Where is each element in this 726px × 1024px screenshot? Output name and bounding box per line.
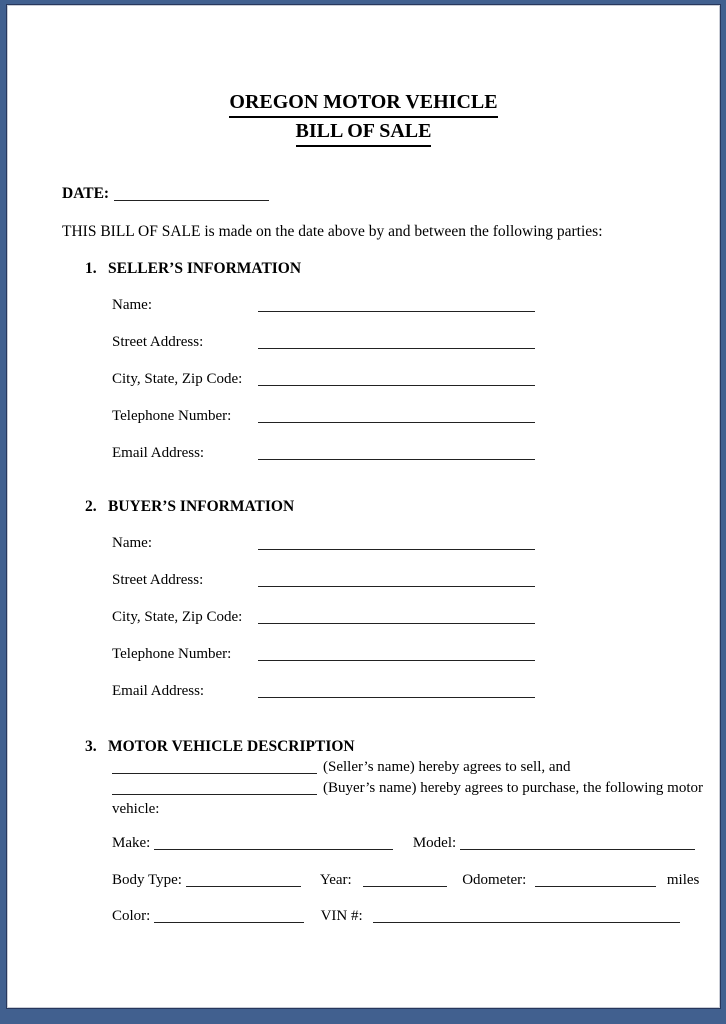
model-label: Model: bbox=[412, 835, 457, 851]
buyer-email-row bbox=[112, 681, 720, 702]
body-type-fill-line bbox=[186, 873, 301, 887]
seller-email-row bbox=[112, 443, 720, 464]
vehicle-section-heading bbox=[85, 736, 720, 757]
seller-name-fill-line bbox=[258, 298, 535, 312]
seller-name-row bbox=[112, 295, 720, 316]
vin-fill-line bbox=[373, 909, 680, 923]
year-fill-line bbox=[363, 873, 447, 887]
make-fill-line bbox=[154, 836, 393, 850]
make-model-row bbox=[112, 833, 720, 854]
title-line-1: OREGON MOTOR VEHICLE bbox=[229, 89, 497, 118]
buyer-section-title: BUYER’S INFORMATION bbox=[108, 498, 295, 515]
vehicle-section-number: 3. bbox=[85, 738, 97, 755]
buyer-name-blank-line bbox=[112, 781, 317, 795]
seller-street-row bbox=[112, 332, 720, 353]
buyer-section-number: 2. bbox=[85, 498, 97, 515]
seller-email-fill-line bbox=[258, 446, 535, 460]
document-page bbox=[6, 4, 721, 1009]
title-row-1 bbox=[7, 89, 720, 118]
color-fill-line bbox=[154, 909, 304, 923]
seller-name-blank-line bbox=[112, 760, 317, 774]
seller-city-label: City, State, Zip Code: bbox=[112, 371, 243, 387]
seller-city-row bbox=[112, 369, 720, 390]
odometer-fill-line bbox=[535, 873, 656, 887]
make-label: Make: bbox=[112, 835, 151, 851]
buyer-name-label: Name: bbox=[112, 535, 152, 551]
buyer-street-label: Street Address: bbox=[112, 572, 204, 588]
model-fill-line bbox=[460, 836, 695, 850]
seller-agrees-clause bbox=[112, 757, 704, 778]
title-line-2: BILL OF SALE bbox=[296, 118, 432, 147]
seller-section-number: 1. bbox=[85, 260, 97, 277]
buyer-phone-label: Telephone Number: bbox=[112, 646, 232, 662]
buyer-section-heading bbox=[85, 496, 720, 517]
buyer-name-fill-line bbox=[258, 536, 535, 550]
color-vin-row bbox=[112, 906, 720, 927]
body-type-label: Body Type: bbox=[112, 872, 182, 888]
buyer-phone-fill-line bbox=[258, 647, 535, 661]
date-label: DATE: bbox=[62, 185, 110, 202]
buyer-email-fill-line bbox=[258, 684, 535, 698]
buyer-city-label: City, State, Zip Code: bbox=[112, 609, 243, 625]
seller-phone-label: Telephone Number: bbox=[112, 408, 232, 424]
seller-street-label: Street Address: bbox=[112, 334, 204, 350]
buyer-name-row bbox=[112, 533, 720, 554]
seller-phone-row bbox=[112, 406, 720, 427]
odometer-label: Odometer: bbox=[462, 872, 527, 888]
buyer-street-fill-line bbox=[258, 573, 535, 587]
vin-label: VIN #: bbox=[320, 908, 363, 924]
buyer-email-label: Email Address: bbox=[112, 683, 205, 699]
seller-name-label: Name: bbox=[112, 297, 152, 313]
seller-phone-fill-line bbox=[258, 409, 535, 423]
title-row-2 bbox=[7, 118, 720, 147]
buyer-city-fill-line bbox=[258, 610, 535, 624]
miles-suffix: miles bbox=[666, 872, 700, 888]
seller-email-label: Email Address: bbox=[112, 445, 205, 461]
intro-paragraph: THIS BILL OF SALE is made on the date above by and between the following parties: bbox=[62, 223, 603, 240]
seller-clause-text: (Seller’s name) hereby agrees to sell, and bbox=[323, 759, 571, 775]
seller-street-fill-line bbox=[258, 335, 535, 349]
seller-section-title: SELLER’S INFORMATION bbox=[108, 260, 302, 277]
buyer-agrees-clause bbox=[112, 778, 704, 820]
seller-city-fill-line bbox=[258, 372, 535, 386]
seller-section-heading bbox=[85, 258, 720, 279]
document-title bbox=[7, 89, 720, 147]
buyer-city-row bbox=[112, 607, 720, 628]
buyer-street-row bbox=[112, 570, 720, 591]
color-label: Color: bbox=[112, 908, 151, 924]
vehicle-section-title: MOTOR VEHICLE DESCRIPTION bbox=[108, 738, 355, 755]
buyer-phone-row bbox=[112, 644, 720, 665]
date-row bbox=[62, 183, 720, 205]
date-fill-line bbox=[114, 187, 269, 201]
buyer-clause-text: (Buyer’s name) hereby agrees to purchase, the following motor vehicle: bbox=[112, 780, 704, 817]
body-year-odometer-row bbox=[112, 870, 720, 891]
year-label: Year: bbox=[319, 872, 352, 888]
